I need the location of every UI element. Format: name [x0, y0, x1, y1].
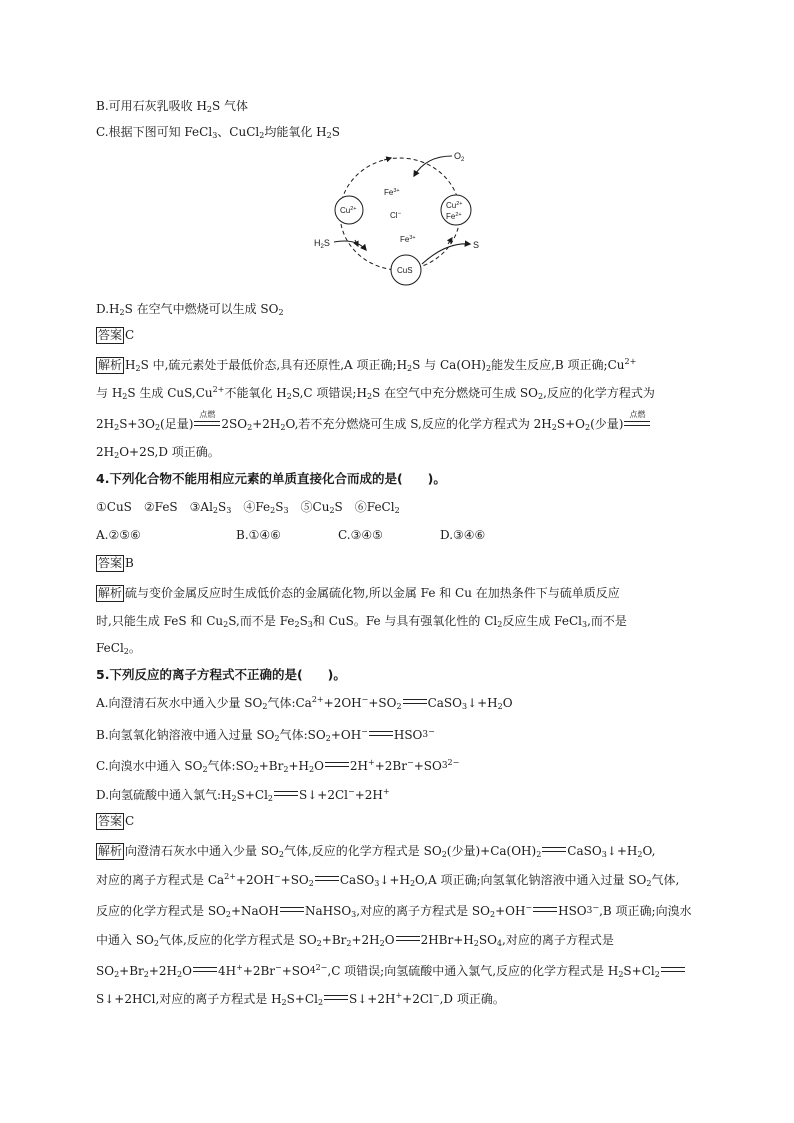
- equals-sign: [661, 967, 685, 972]
- q4-option-a: A.②⑤⑥: [96, 528, 141, 542]
- s-label: S: [473, 240, 480, 250]
- q3-analysis-line-3: $2H_2S+3O_2$(足量) 点燃 $2SO_2+2H_2O$,若不充分燃烧可生成 S,反应的化学方程式为 $2H_2S+O_2$(少量) 点燃: [96, 416, 651, 432]
- equals-sign: [315, 876, 339, 881]
- cu-left-label: $Cu^{2+}$: [340, 206, 357, 215]
- q3-analysis-line-2: 与 $H_2S$ 生成 $CuS,Cu^{2+}$不能氧化 $H_2S,C$ 项错误$;H_2S$ 在空气中充分燃烧可生成 $SO_2$,反应的化学方程式为: [96, 385, 655, 401]
- q4-answer: 答案 B: [98, 556, 134, 570]
- answer-label: 答案: [98, 814, 123, 828]
- o2-arrow: [414, 156, 452, 176]
- cus-label: CuS: [397, 266, 413, 275]
- equals-sign: [396, 936, 420, 941]
- condition-sign: 点燃: [194, 418, 220, 428]
- cl-label: Cl−: [390, 211, 402, 220]
- q5-answer: 答案 C: [98, 814, 135, 828]
- o2-label: $O_2$: [454, 151, 465, 163]
- q5-analysis-line-2: 对应的离子方程式是 $Ca^{2+}+2OH^-+SO_2$ $CaSO_3↓+H_2O,A$ 项正确;向氢氧化钠溶液中通入过量 $SO_2$气体,: [96, 872, 680, 888]
- equals-sign: [403, 699, 427, 704]
- s-arrow: [422, 244, 470, 264]
- fe3-mid-label: $Fe^{3+}$: [400, 235, 416, 244]
- equals-sign: [274, 791, 298, 796]
- q4-analysis-line-3: FeCl$_2$。: [96, 641, 141, 656]
- option-c: C.根据下图可知 FeCl$_3$、CuCl$_2$均能氧化 $H_2S$: [96, 125, 340, 140]
- equals-sign: [369, 731, 393, 736]
- answer-label: 答案: [98, 328, 123, 342]
- q4-analysis-line-2: 时,只能生成 FeS 和 $Cu_2S$,而不是 $Fe_2S_3$和 CuS。Fe 与具有强氧化性的 $Cl_2$反应生成 FeCl$_3$,而不是: [96, 614, 627, 629]
- cu-right-label: $Cu^{2+}$: [446, 201, 463, 210]
- q5-analysis-line-5: $SO_2+Br_2+2H_2O$ $4H^++2Br^-+SO4^{2-},C$ 项错误;向氢硫酸中通入氯气,反应的化学方程式是 $H_2S+Cl_2$: [96, 963, 686, 981]
- analysis-label: 解析: [98, 586, 123, 600]
- q4-items: ①CuS ②FeS $③Al_2S_3$ $④Fe_2S_3$ $⑤Cu_2S$ ⑥FeCl$_2$: [96, 500, 400, 515]
- analysis-label: 解析: [98, 358, 123, 372]
- fe-right-label: $Fe^{2+}$: [446, 212, 462, 221]
- q5-analysis-line-1: 解析 向澄清石灰水中通入少量 $SO_2$气体,反应的化学方程式是 $SO_2$(少量)$+Ca(OH)_2$ $CaSO_3↓+H_2O$,: [98, 844, 656, 859]
- analysis-label: 解析: [98, 844, 123, 858]
- q4-option-d: D.③④⑥: [440, 528, 486, 542]
- equals-sign: [193, 967, 217, 972]
- fe3-top-label: $Fe^{3+}$: [384, 188, 400, 197]
- q3-analysis-line-1: 解析 $H_2S$ 中,硫元素处于最低价态,具有还原性,A 项正确$;H_2S$ 与 $Ca(OH)_2$能发生反应,B 项正确$;Cu^{2+}$: [98, 357, 637, 373]
- q4-option-b: B.①④⑥: [236, 528, 281, 542]
- q3-answer: 答案 C: [98, 328, 135, 342]
- equals-sign: [533, 907, 557, 912]
- q3-analysis-line-4: $2H_2O+2S,D$ 项正确。: [96, 445, 220, 460]
- h2s-label: $H_2S$: [314, 238, 330, 250]
- q5-analysis-line-3: 反应的化学方程式是 $SO_2+NaOH$ NaHSO$_3$,对应的离子方程式是 $SO_2+OH^-$ HSO3−,B 项正确;向溴水: [96, 903, 692, 919]
- q5-option-a: A.向澄清石灰水中通入少量 $SO_2$气体$:Ca^{2+}+2OH^-+SO_2$ $CaSO_3↓+H_2O$: [96, 695, 513, 711]
- equals-sign: [542, 847, 566, 852]
- q5-stem: 5.下列反应的离子方程式不正确的是( )。: [96, 667, 346, 682]
- q5-analysis-line-4: 中通入 $SO_2$气体,反应的化学方程式是 $SO_2+Br_2+2H_2O$ $2HBr+H_2SO_4$,对应的离子方程式是: [96, 933, 614, 948]
- answer-label: 答案: [98, 556, 123, 570]
- q4-analysis-line-1: 解析 硫与变价金属反应时生成低价态的金属硫化物,所以金属 Fe 和 Cu 在加热条件下与硫单质反应: [98, 586, 620, 600]
- equals-sign: [325, 762, 349, 767]
- equals-sign: [280, 907, 304, 912]
- q5-analysis-line-6: S↓+2HCl,对应的离子方程式是 $H_2S+Cl_2$ S↓+2H++2Cl−,D 项正确。: [96, 991, 505, 1007]
- q4-option-c: C.③④⑤: [338, 528, 383, 542]
- equals-sign: [324, 995, 348, 1000]
- cycle-diagram: [296, 142, 496, 292]
- q5-option-d: D.向氢硫酸中通入氯气$:H_2S+Cl_2$ S↓+2Cl−+2H+: [96, 787, 390, 803]
- q5-option-c: C.向溴水中通入 $SO_2$气体$:SO_2+Br_2+H_2O$ $2H^++2Br^-+SO3^{2-}$: [96, 758, 460, 774]
- q5-option-b: B.向氢氧化钠溶液中通入过量 $SO_2$气体$:SO_2+OH^-$ HSO3−: [96, 727, 435, 743]
- option-d: $D.H_2S$ 在空气中燃烧可以生成 $SO_2$: [96, 302, 284, 317]
- option-b: B.可用石灰乳吸收 $H_2S$ 气体: [96, 99, 249, 114]
- q4-stem: 4.下列化合物不能用相应元素的单质直接化合而成的是( )。: [96, 471, 446, 486]
- condition-sign: 点燃: [624, 418, 650, 428]
